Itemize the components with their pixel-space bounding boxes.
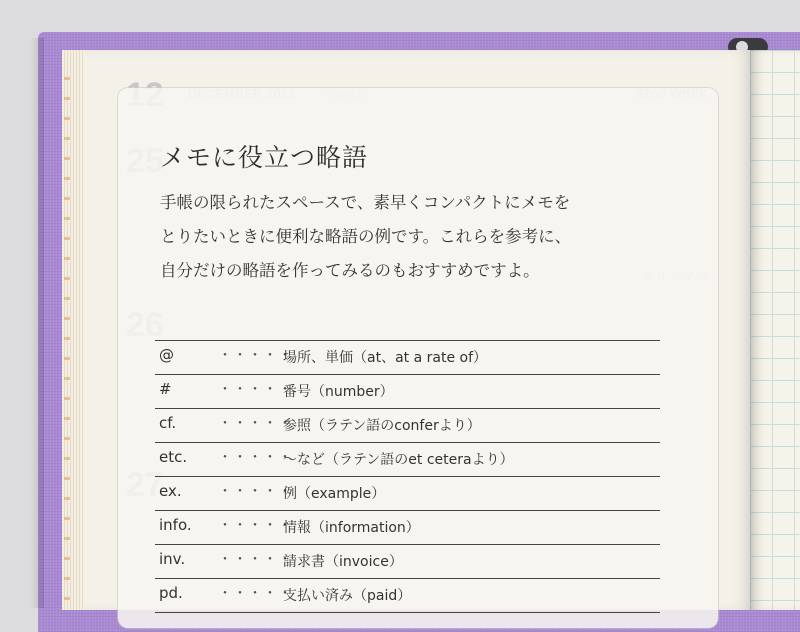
abbreviation-definition: 情報（information） [283, 520, 420, 536]
leader-dots: ・・・・・ [218, 416, 293, 432]
leader-dots: ・・・・・ [218, 484, 293, 500]
abbreviation-list [155, 341, 660, 613]
intro-text [160, 186, 680, 288]
abbreviation-definition: 番号（number） [283, 384, 394, 400]
abbreviation-definition: 場所、単価（at、at a rate of） [283, 350, 487, 366]
abbreviation-row [155, 341, 660, 375]
intro-line: 手帳の限られたスペースで、素早くコンパクトにメモを [160, 193, 571, 212]
intro-line: 自分だけの略語を作ってみるのもおすすめですよ。 [160, 261, 540, 280]
abbreviation-definition: 例（example） [283, 486, 386, 502]
abbreviation-row [155, 579, 660, 613]
leader-dots: ・・・・・ [218, 348, 293, 364]
abbreviation-definition: 支払い済み（paid） [283, 588, 412, 604]
leader-dots: ・・・・・ [218, 450, 293, 466]
right-grid-page [750, 50, 800, 610]
abbreviation-row [155, 477, 660, 511]
abbreviation-row [155, 409, 660, 443]
page-edge-markings [64, 60, 70, 600]
leader-dots: ・・・・・ [218, 586, 293, 602]
abbreviation-row [155, 375, 660, 409]
abbreviation-row [155, 545, 660, 579]
cover-shadow [30, 38, 44, 608]
abbreviation-term: etc. [159, 448, 188, 466]
abbreviation-term: @ [159, 346, 174, 364]
abbreviation-term: cf. [159, 414, 177, 432]
abbreviation-row [155, 443, 660, 477]
abbreviation-term: inv. [159, 550, 186, 568]
abbreviation-term: pd. [159, 584, 183, 602]
abbreviation-term: # [159, 380, 172, 398]
abbreviation-definition: ～など（ラテン語のet ceteraより） [283, 452, 514, 468]
intro-line: とりたいときに便利な略語の例です。これらを参考に、 [160, 227, 572, 246]
leader-dots: ・・・・・ [218, 552, 293, 568]
abbreviation-definition: 参照（ラテン語のconferより） [283, 418, 481, 434]
leader-dots: ・・・・・ [218, 518, 293, 534]
abbreviation-row [155, 511, 660, 545]
page-title: メモに役立つ略語 [160, 143, 369, 172]
abbreviation-term: info. [159, 516, 192, 534]
abbreviation-definition: 請求書（invoice） [283, 554, 403, 570]
abbreviation-term: ex. [159, 482, 182, 500]
leader-dots: ・・・・・ [218, 382, 293, 398]
